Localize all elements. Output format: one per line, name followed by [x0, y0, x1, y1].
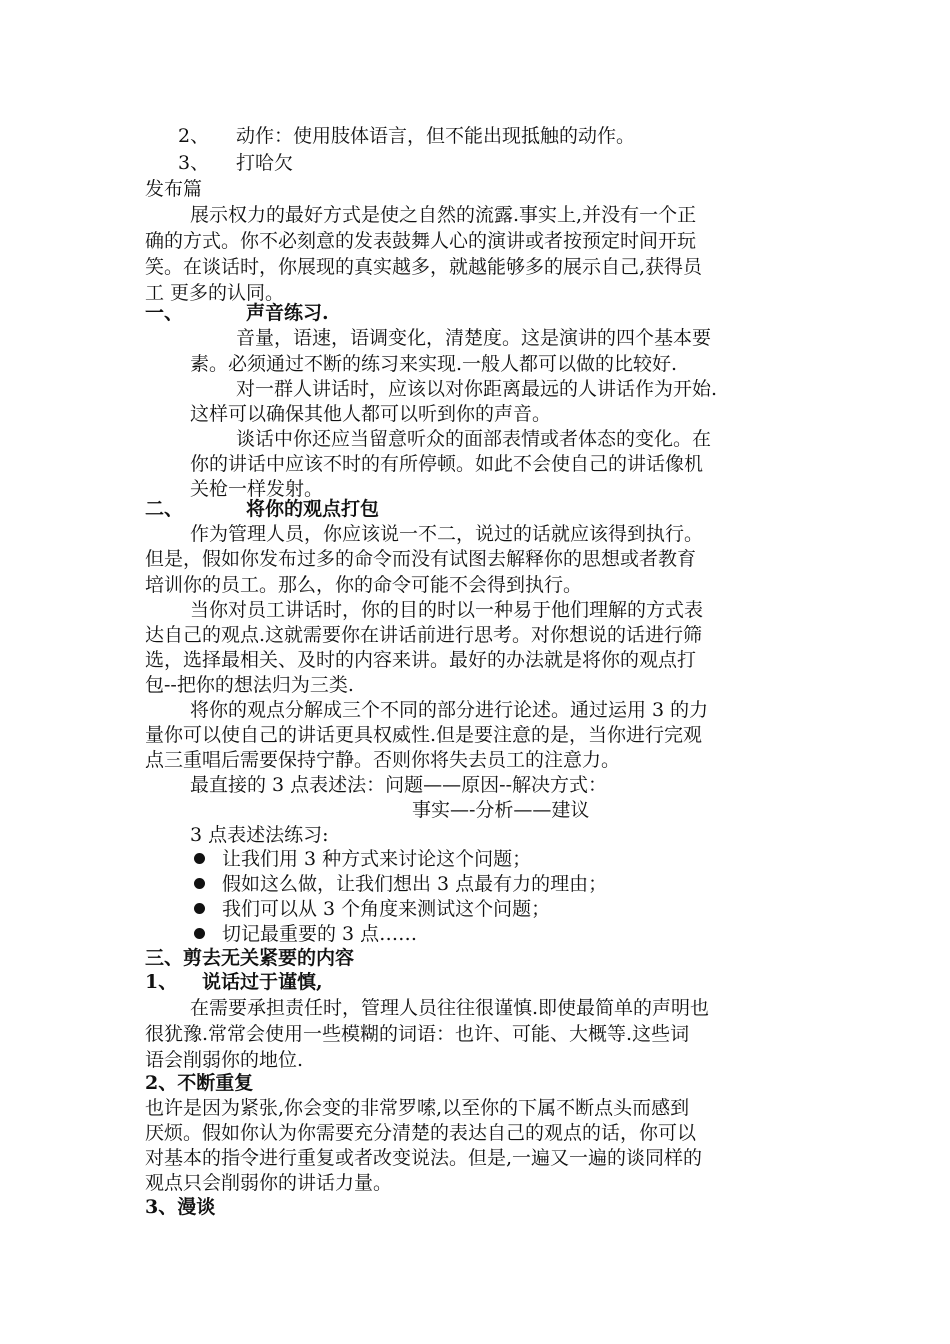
list-item-text: 动作：使用肢体语言，但不能出现抵触的动作。: [236, 125, 636, 147]
paragraph-line: 培训你的员工。那么，你的命令可能不会得到执行。: [145, 574, 583, 596]
bullet-dot-icon: [194, 878, 205, 889]
paragraph-line: 选，选择最相关、及时的内容来讲。最好的办法就是将你的观点打: [145, 649, 697, 671]
list-item-number: 3、: [178, 152, 210, 174]
paragraph-line: 点三重唱后需要保持宁静。否则你将失去员工的注意力。: [145, 749, 621, 771]
paragraph-line: 作为管理人员，你应该说一不二，说过的话就应该得到执行。: [190, 523, 704, 545]
paragraph-line: 这样可以确保其他人都可以听到你的声音。: [190, 403, 552, 425]
paragraph-line: 量你可以使自己的讲话更具权威性.但是要注意的是，当你进行完观: [145, 724, 703, 746]
bullet-item: 假如这么做，让我们想出 3 点最有力的理由；: [222, 873, 608, 895]
bullet-item: 切记最重要的 3 点……: [222, 923, 418, 945]
paragraph-line: 你的讲话中应该不时的有所停顿。如此不会使自己的讲话像机: [190, 453, 704, 475]
paragraph-line: 包--把你的想法归为三类.: [145, 674, 354, 696]
subheading-title: 3、漫谈: [145, 1196, 216, 1218]
paragraph-line: 对基本的指令进行重复或者改变说法。但是,一遍又一遍的谈同样的: [145, 1147, 703, 1169]
heading-title: 声音练习.: [246, 302, 329, 324]
paragraph-line: 厌烦。假如你认为你需要充分清楚的表达自己的观点的话，你可以: [145, 1122, 697, 1144]
practice-title: 3 点表述法练习:: [190, 824, 329, 846]
paragraph-line: 对一群人讲话时，应该以对你距离最远的人讲话作为开始.: [236, 378, 718, 400]
paragraph-line: 在需要承担责任时，管理人员往往很谨慎.即使最简单的声明也: [190, 997, 710, 1019]
list-item-number: 2、: [178, 125, 210, 147]
paragraph-line: 音量，语速，语调变化，清楚度。这是演讲的四个基本要: [236, 327, 712, 349]
bullet-dot-icon: [194, 903, 205, 914]
heading-number: 二、: [145, 498, 184, 520]
list-item-text: 打哈欠: [236, 152, 294, 174]
paragraph-line: 也许是因为紧张,你会变的非常罗嗦,以至你的下属不断点头而感到: [145, 1097, 690, 1119]
paragraph-line: 谈话中你还应当留意听众的面部表情或者体态的变化。在: [236, 428, 712, 450]
heading-title: 三、剪去无关紧要的内容: [145, 947, 355, 969]
paragraph-line: 观点只会削弱你的讲话力量。: [145, 1172, 393, 1194]
heading-title: 将你的观点打包: [246, 498, 380, 520]
method-line: 最直接的 3 点表述法：问题——原因--解决方式：: [190, 774, 608, 796]
method-line: 事实—-分析——建议: [412, 799, 590, 821]
paragraph-line: 关枪一样发射。: [190, 478, 324, 500]
heading-number: 一、: [145, 302, 184, 324]
bullet-item: 让我们用 3 种方式来讨论这个问题；: [222, 848, 532, 870]
paragraph-line: 当你对员工讲话时，你的目的时以一种易于他们理解的方式表: [190, 599, 704, 621]
paragraph-line: 确的方式。你不必刻意的发表鼓舞人心的演讲或者按预定时间开玩: [145, 230, 697, 252]
bullet-item: 我们可以从 3 个角度来测试这个问题；: [222, 898, 551, 920]
section-title: 发布篇: [145, 178, 203, 200]
subheading-number: 1、: [145, 971, 178, 993]
paragraph-line: 笑。在谈话时，你展现的真实越多，就越能够多的展示自己,获得员: [145, 256, 703, 278]
subheading-title: 2、不断重复: [145, 1072, 254, 1094]
paragraph-line: 达自己的观点.这就需要你在讲话前进行思考。对你想说的话进行筛: [145, 624, 703, 646]
paragraph-line: 工 更多的认同。: [145, 282, 285, 304]
paragraph-line: 语会削弱你的地位.: [145, 1049, 304, 1071]
paragraph-line: 但是，假如你发布过多的命令而没有试图去解释你的思想或者教育: [145, 548, 697, 570]
paragraph-line: 素。必须通过不断的练习来实现.一般人都可以做的比较好.: [190, 353, 678, 375]
subheading-title: 说话过于谨慎,: [202, 971, 323, 993]
bullet-dot-icon: [194, 928, 205, 939]
paragraph-line: 将你的观点分解成三个不同的部分进行论述。通过运用 3 的力: [190, 699, 709, 721]
bullet-dot-icon: [194, 853, 205, 864]
paragraph-line: 很犹豫.常常会使用一些模糊的词语：也许、可能、大概等.这些词: [145, 1023, 690, 1045]
paragraph-line: 展示权力的最好方式是使之自然的流露.事实上,并没有一个正: [190, 204, 697, 226]
